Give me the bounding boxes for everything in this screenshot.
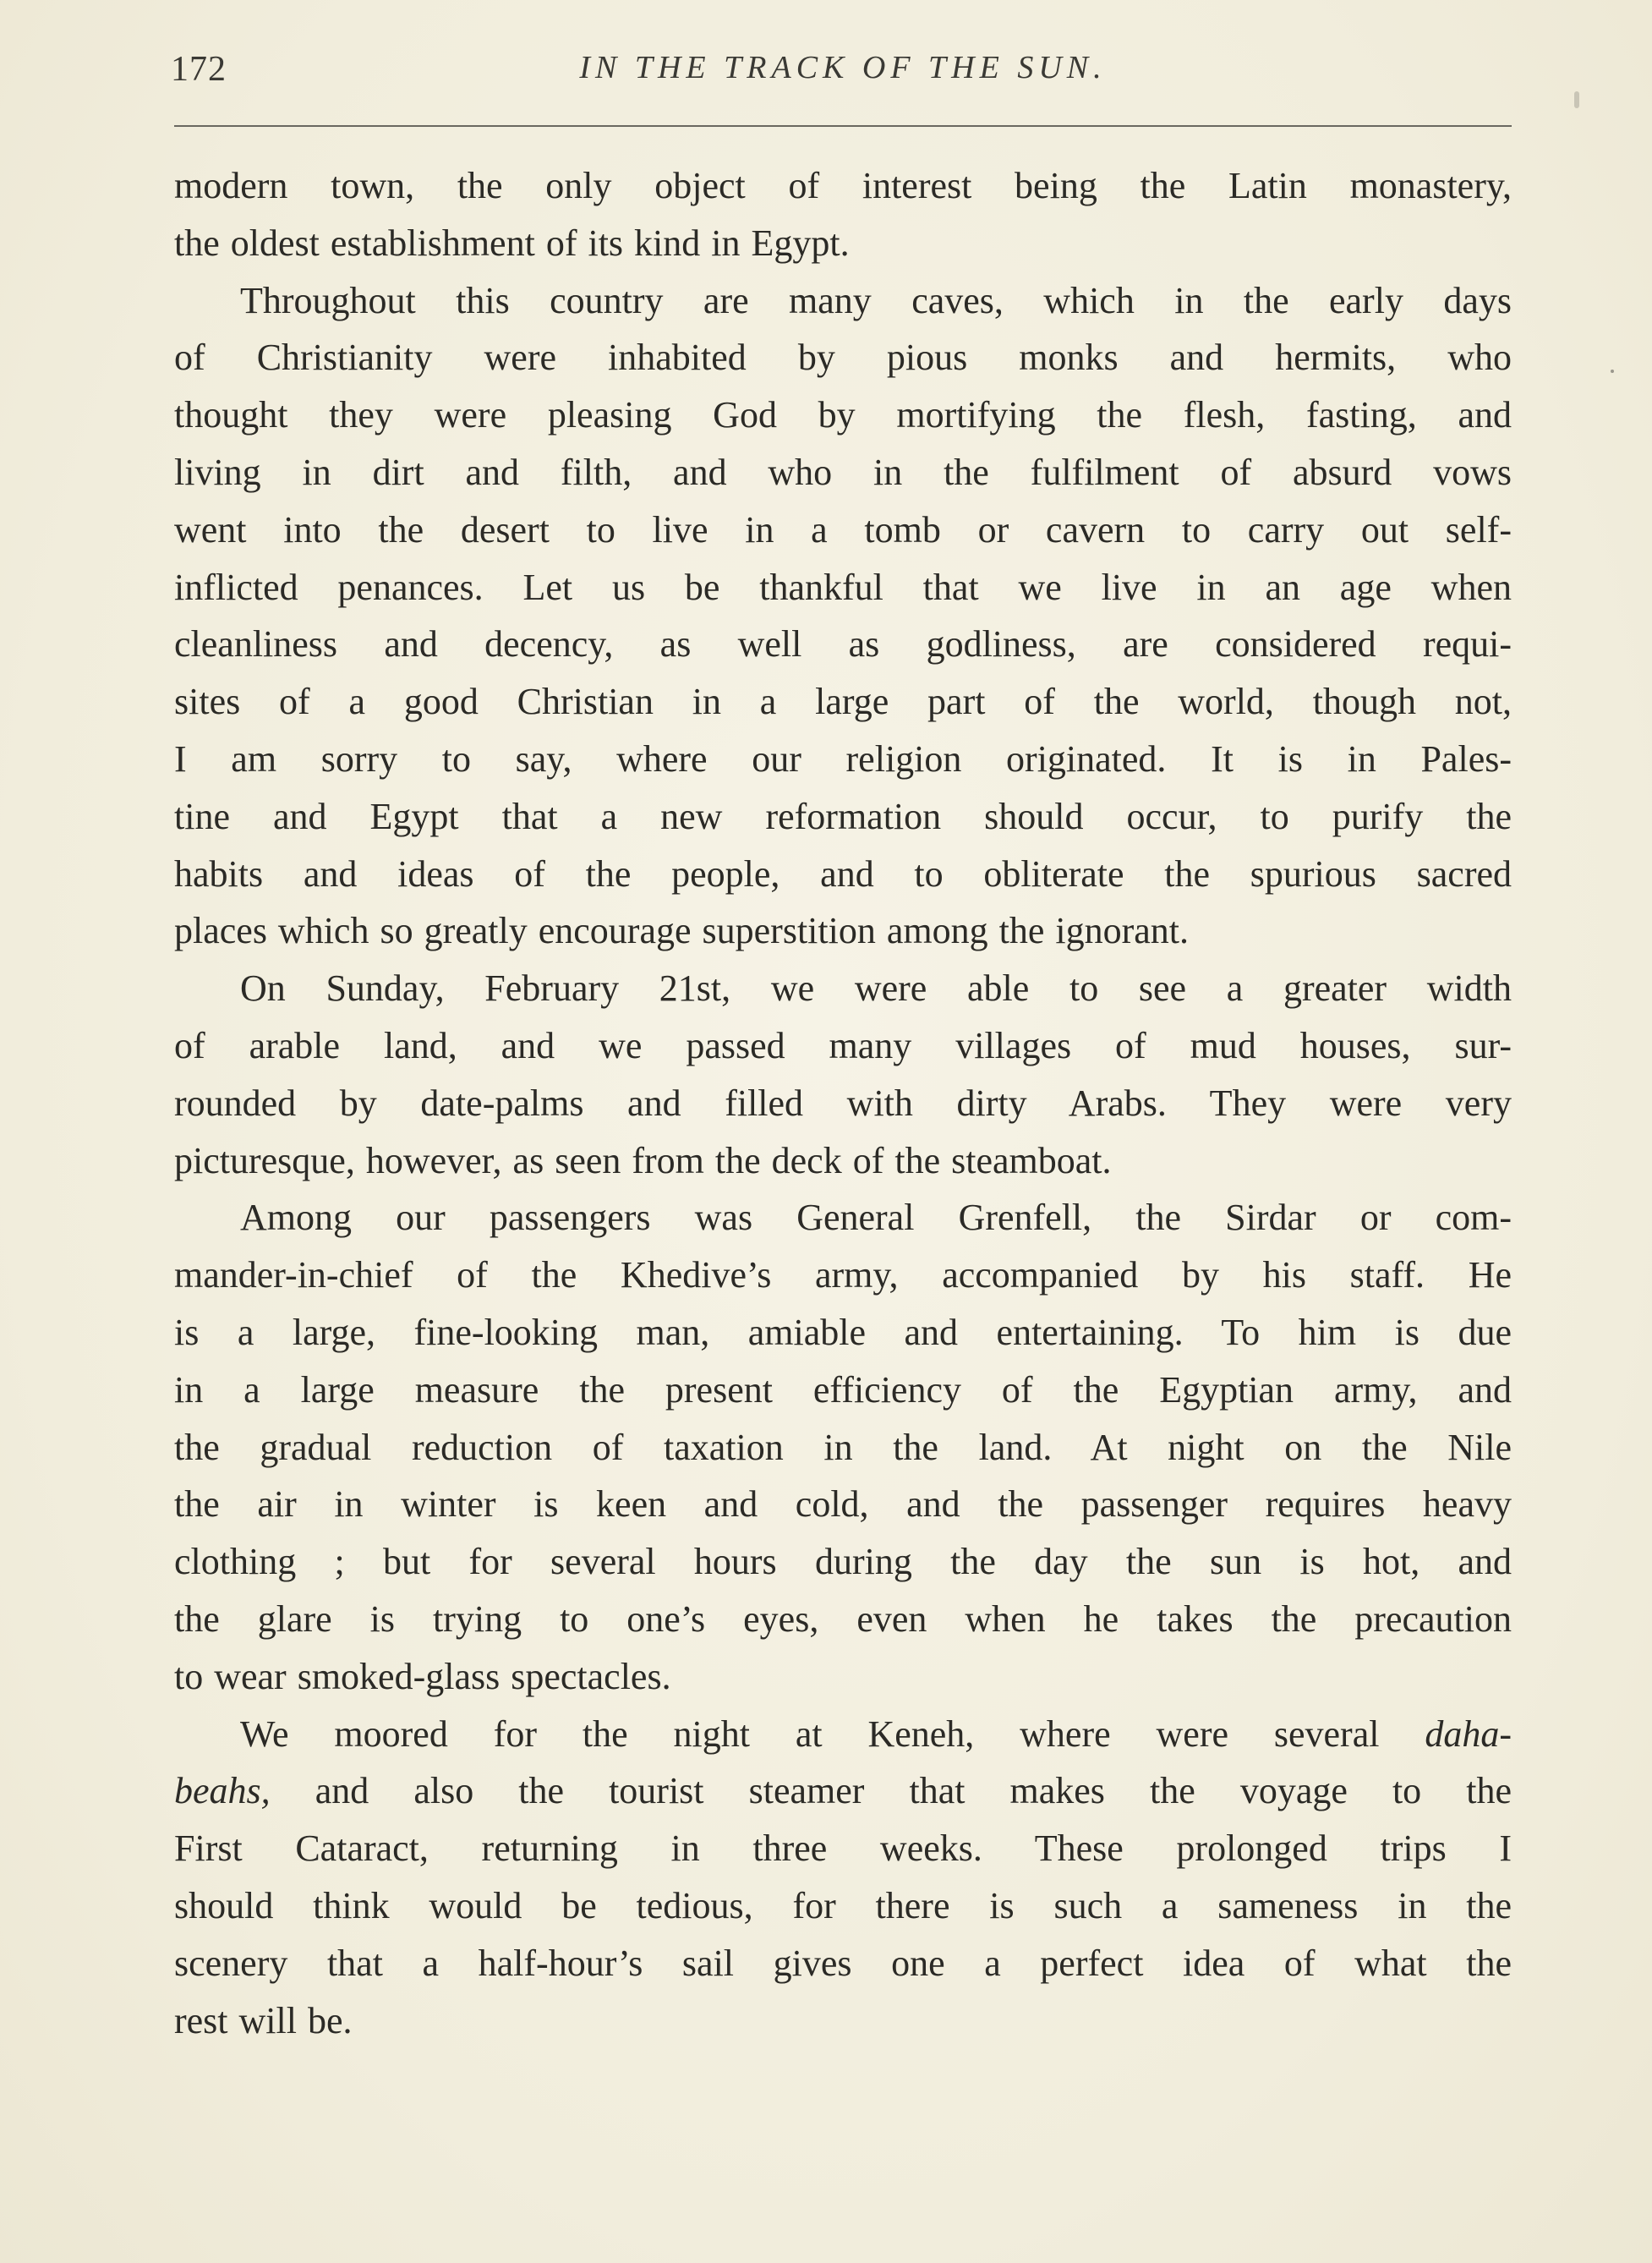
text-line: [174, 846, 1512, 903]
line-text: mander-in-chief of the Khedive’s army, accompanied by his staff. He: [174, 1254, 1512, 1296]
text-line: [174, 1877, 1512, 1935]
text-line: [174, 616, 1512, 673]
line-text: Throughout this country are many caves, which in the early days: [240, 279, 1512, 321]
text-line: [174, 386, 1512, 444]
line-text: should think would be tedious, for there is such a sameness in the: [174, 1884, 1512, 1926]
text-line: [174, 1533, 1512, 1591]
text-line: [174, 902, 1512, 960]
text-line: [174, 1132, 1512, 1190]
text-line: [174, 1706, 1512, 1763]
text-line: [174, 1648, 1512, 1706]
text-line: [174, 1189, 1512, 1247]
line-text: We moored for the night at Keneh, where were several: [240, 1712, 1425, 1755]
text-line: [174, 1017, 1512, 1075]
text-line: [174, 501, 1512, 559]
line-text: rest will be.: [174, 1999, 353, 2041]
line-text: Among our passengers was General Grenfell, the Sirdar or com-: [240, 1197, 1512, 1239]
text-line: [174, 157, 1512, 215]
line-text: tine and Egypt that a new reformation should occur, to purify the: [174, 795, 1512, 837]
line-text: sites of a good Christian in a large part of the world, though not,: [174, 681, 1512, 723]
text-line: [174, 1362, 1512, 1419]
line-text: went into the desert to live in a tomb or cavern to carry out self-: [174, 508, 1512, 551]
text-line: [174, 731, 1512, 788]
text-line: [174, 272, 1512, 330]
line-text: I am sorry to say, where our religion originated. It is in Pales-: [174, 737, 1512, 780]
text-line: [174, 1419, 1512, 1477]
paper-mark: [1574, 91, 1579, 108]
text-line: [174, 673, 1512, 731]
line-text: On Sunday, February 21st, we were able to see a greater width: [240, 967, 1512, 1010]
line-text: thought they were pleasing God by mortifying the flesh, fasting, and: [174, 394, 1512, 436]
text-line: [174, 1762, 1512, 1820]
line-text: is a large, fine-looking man, amiable and entertaining. To him is due: [174, 1311, 1512, 1353]
body-text: [174, 157, 1512, 2049]
text-line: [174, 1591, 1512, 1648]
line-text: picturesque, however, as seen from the deck of the steamboat.: [174, 1139, 1112, 1181]
line-text: in a large measure the present efficiency of the Egyptian army, and: [174, 1368, 1512, 1411]
text-line: [174, 215, 1512, 272]
header-rule: [174, 125, 1512, 127]
line-text: the air in winter is keen and cold, and the passenger requires heavy: [174, 1483, 1512, 1526]
line-text: of arable land, and we passed many villages of mud houses, sur-: [174, 1024, 1512, 1066]
text-line: [174, 1476, 1512, 1533]
running-head: [171, 49, 1515, 100]
italic-word: beahs,: [174, 1770, 271, 1812]
text-line: [174, 444, 1512, 501]
text-line: [174, 1935, 1512, 1992]
text-line: [174, 1304, 1512, 1362]
paper-speck: [1611, 370, 1614, 373]
line-text: cleanliness and decency, as well as godliness, are considered requi-: [174, 623, 1512, 666]
line-text: the oldest establishment of its kind in Egypt.: [174, 222, 850, 264]
italic-word: daha-: [1425, 1712, 1512, 1755]
text-line: [174, 1820, 1512, 1877]
text-line: [174, 1075, 1512, 1132]
line-text: scenery that a half-hour’s sail gives one a perfect idea of what the: [174, 1942, 1512, 1984]
text-line: [174, 329, 1512, 386]
line-text: of Christianity were inhabited by pious monks and hermits, who: [174, 337, 1512, 379]
text-line: [174, 559, 1512, 616]
line-text: rounded by date-palms and filled with dirty Arabs. They were very: [174, 1082, 1512, 1124]
line-text: the gradual reduction of taxation in the land. At night on the Nile: [174, 1426, 1512, 1468]
line-text: places which so greatly encourage superstition among the ignorant.: [174, 910, 1189, 952]
line-text: clothing ; but for several hours during the day the sun is hot, and: [174, 1541, 1512, 1583]
line-text: modern town, the only object of interest being the Latin monastery,: [174, 165, 1512, 206]
text-line: [174, 960, 1512, 1017]
line-text: First Cataract, returning in three weeks. These prolonged trips I: [174, 1827, 1512, 1870]
line-text: habits and ideas of the people, and to obliterate the spurious sacred: [174, 852, 1512, 895]
line-text: to wear smoked-glass spectacles.: [174, 1655, 671, 1697]
text-line: [174, 1247, 1512, 1304]
page-number: 172: [171, 50, 227, 89]
line-text: inflicted penances. Let us be thankful that we live in an age when: [174, 566, 1512, 608]
text-line: [174, 788, 1512, 846]
line-text: living in dirt and filth, and who in the fulfilment of absurd vows: [174, 451, 1512, 493]
line-text: and also the tourist steamer that makes the voyage to the: [270, 1770, 1512, 1812]
line-text: the glare is trying to one’s eyes, even when he takes the precaution: [174, 1597, 1512, 1640]
running-title: IN THE TRACK OF THE SUN.: [579, 50, 1107, 85]
text-line: [174, 1992, 1512, 2050]
